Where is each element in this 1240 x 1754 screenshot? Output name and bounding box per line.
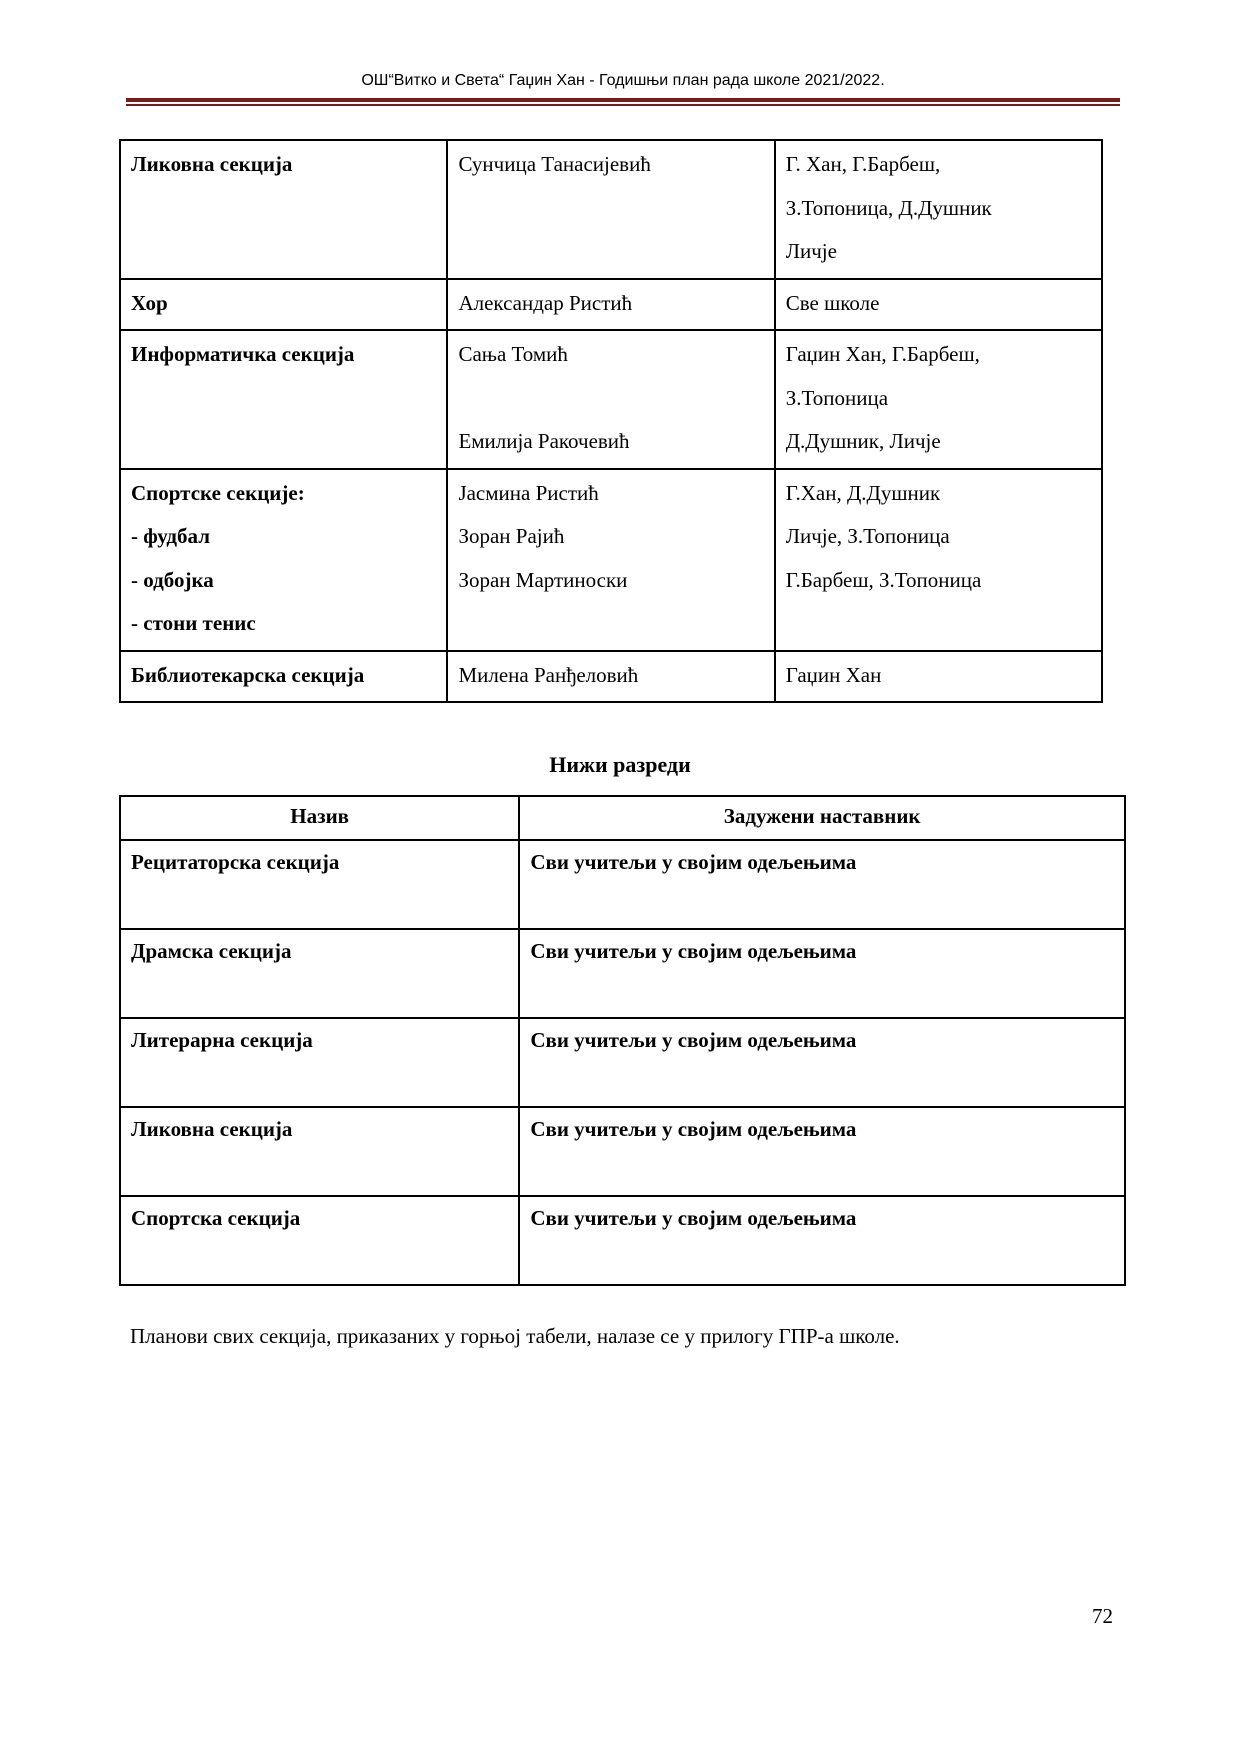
schools-cell: Гаџин Хан, Г.Барбеш, З.Топоница Д.Душник, Личје	[775, 330, 1102, 469]
footnote-text: Планови свих секција, приказаних у горњој табели, налазе се у прилогу ГПР-а школе.	[130, 1324, 900, 1348]
section-name-cell: Спортске секције: - фудбал - одбојка - стони тенис	[120, 469, 447, 651]
teacher-cell: Сви учитељи у својим одељењима	[519, 1018, 1125, 1107]
section-name-cell: Драмска секција	[120, 929, 519, 1018]
column-header-name: Назив	[120, 796, 519, 840]
table-row	[120, 651, 1102, 703]
table-row	[120, 330, 1102, 469]
section-name-cell: Ликовна секција	[120, 140, 447, 279]
schools-cell: Г.Хан, Д.Душник Личје, З.Топоница Г.Барбеш, З.Топоница	[775, 469, 1102, 651]
sections-table-lower-grades	[119, 795, 1126, 1286]
section-name-cell: Хор	[120, 279, 447, 331]
table-row	[120, 469, 1102, 651]
column-header-teacher: Задужени наставник	[519, 796, 1125, 840]
header-rule	[126, 98, 1120, 102]
teacher-cell: Александар Ристић	[447, 279, 774, 331]
section-name-cell: Литерарна секција	[120, 1018, 519, 1107]
section-name-cell: Информатичка секција	[120, 330, 447, 469]
teacher-cell: Милена Ранђеловић	[447, 651, 774, 703]
table-row	[120, 929, 1125, 1018]
section-name-cell: Ликовна секција	[120, 1107, 519, 1196]
table-row	[120, 140, 1102, 279]
teacher-cell: Сања Томић Емилија Ракочевић	[447, 330, 774, 469]
teacher-cell: Сви учитељи у својим одељењима	[519, 929, 1125, 1018]
teacher-cell: Сви учитељи у својим одељењима	[519, 840, 1125, 929]
schools-cell: Све школе	[775, 279, 1102, 331]
page-number: 72	[1092, 1604, 1113, 1628]
section-name-cell: Спортска секција	[120, 1196, 519, 1285]
page-header: ОШ“Витко и Света“ Гаџин Хан - Годишњи план рада школе 2021/2022.	[361, 72, 885, 89]
schools-cell: Г. Хан, Г.Барбеш, З.Топоница, Д.Душник Личје	[775, 140, 1102, 279]
section-name-cell: Рецитаторска секција	[120, 840, 519, 929]
schools-cell: Гаџин Хан	[775, 651, 1102, 703]
section-name-cell: Библиотекарска секција	[120, 651, 447, 703]
table-row	[120, 1018, 1125, 1107]
teacher-cell: Сви учитељи у својим одељењима	[519, 1107, 1125, 1196]
teacher-cell: Сви учитељи у својим одељењима	[519, 1196, 1125, 1285]
sections-table-upper	[119, 139, 1103, 703]
table-row	[120, 1196, 1125, 1285]
lower-grades-title: Нижи разреди	[549, 752, 691, 777]
header-rule-thin	[126, 104, 1120, 106]
teacher-cell: Јасмина Ристић Зоран Рајић Зоран Мартиноски	[447, 469, 774, 651]
teacher-cell: Сунчица Танасијевић	[447, 140, 774, 279]
table-row	[120, 1107, 1125, 1196]
table-row	[120, 840, 1125, 929]
table-header-row	[120, 796, 1125, 840]
table-row	[120, 279, 1102, 331]
